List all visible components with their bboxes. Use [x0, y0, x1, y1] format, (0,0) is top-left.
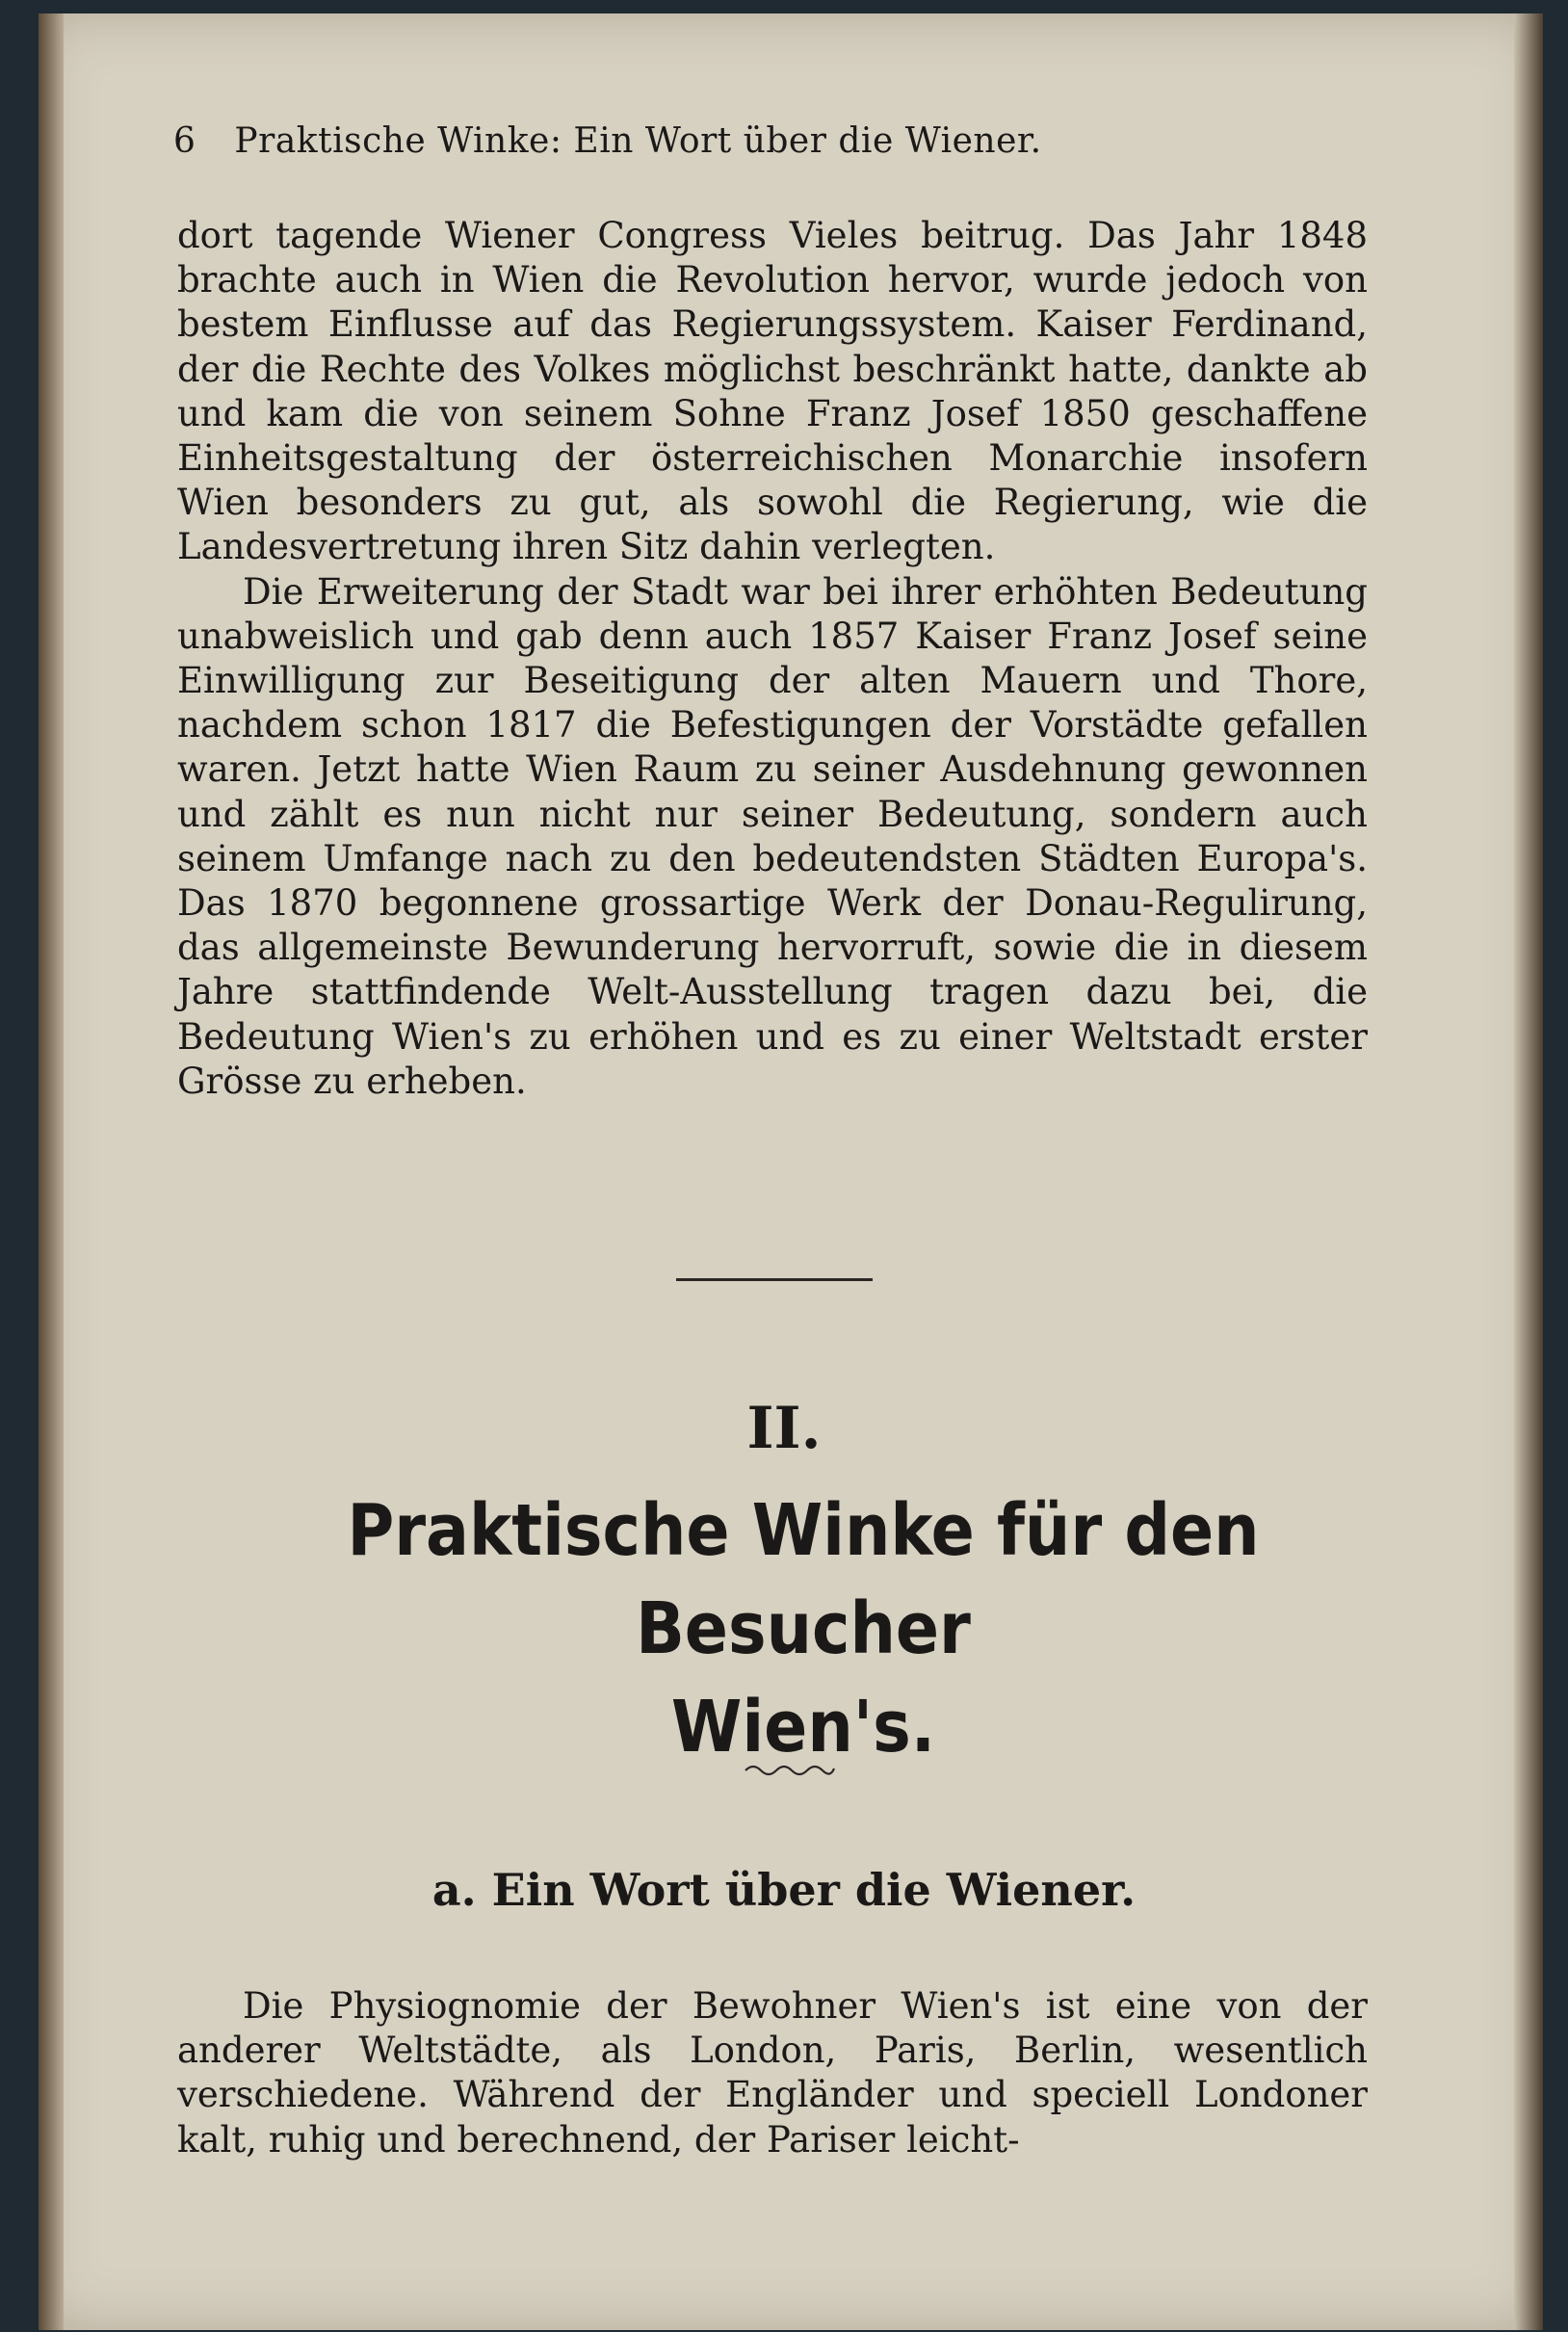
paragraph-city-expansion: Die Erweiterung der Stadt war bei ihrer erhöhten Bedeutung unabweislich und gab denn auch 1857 Kaiser Franz Josef seine Einwilligung zur Beseitigung der alten Mauern und Thore, nachdem schon 1817 die Befestigungen der Vorstädte gefallen waren. Jetzt hatte Wien Raum zu seiner Ausdehnung gewonnen und zählt es nun nicht nur seiner Bedeutung, sondern auch seinem Umfange nach zu den bedeutendsten Städten Europa's. Das 1870 begonnene grossartige Werk der Donau-Regulirung, das allgemeinste Bewunderung hervorruft, sowie die in diesem Jahre stattfindende Welt-Ausstellung tragen dazu bei, die Bedeutung Wien's zu erhöhen und es zu einer Weltstadt erster Grösse zu erheben.	[177, 570, 1368, 1102]
section-title-line-1: Praktische Winke für den Besucher	[347, 1489, 1260, 1670]
page-edge-right	[1514, 13, 1543, 2330]
ornament-divider	[742, 1759, 838, 1778]
running-title: Praktische Winke: Ein Wort über die Wiener.	[234, 121, 1042, 161]
section-number: II.	[746, 1395, 822, 1462]
subsection-heading: a. Ein Wort über die Wiener.	[431, 1864, 1137, 1916]
body-text-top	[177, 214, 1368, 1104]
running-header	[173, 121, 1314, 161]
page-edge-left	[39, 13, 64, 2330]
section-divider-rule	[676, 1278, 873, 1281]
paragraph-continuation: dort tagende Wiener Congress Vieles beitrug. Das Jahr 1848 brachte auch in Wien die Revolution hervor, wurde jedoch von bestem Einflusse auf das Regierungssystem. Kaiser Ferdinand, der die Rechte des Volkes möglichst beschränkt hatte, dankte ab und kam die von seinem Sohne Franz Josef 1850 geschaffene Einheitsgestaltung der österreichischen Monarchie insofern Wien besonders zu gut, als sowohl die Regierung, wie die Landesvertretung ihren Sitz dahin verlegten.	[177, 215, 1368, 568]
paragraph-physiognomy: Die Physiognomie der Bewohner Wien's ist eine von der anderer Weltstädte, als London, Paris, Berlin, wesentlich verschiedene. Während der Engländer und speciell Londoner kalt, ruhig und berechnend, der Pariser leicht-	[177, 1985, 1368, 2161]
section-title	[177, 1481, 1429, 1776]
page-number: 6	[173, 121, 196, 161]
section-title-line-2: Wien's.	[670, 1686, 936, 1769]
